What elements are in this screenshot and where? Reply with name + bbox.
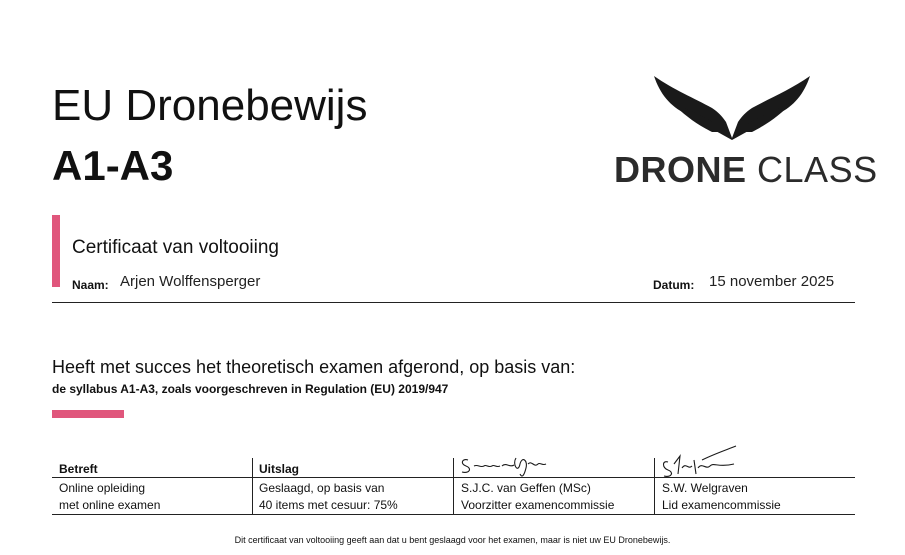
divider	[52, 302, 855, 303]
signature-van-geffen	[458, 450, 550, 480]
table-cell: S.J.C. van Geffen (MSc)	[461, 481, 591, 495]
table-cell: Geslaagd, op basis van	[259, 481, 385, 495]
drone-class-logo	[612, 72, 878, 192]
license-category: A1-A3	[52, 142, 174, 189]
syllabus-reference: de syllabus A1-A3, zoals voorgeschreven in Regulation (EU) 2019/947	[52, 382, 449, 396]
completion-statement: Heeft met succes het theoretisch examen afgerond, op basis van:	[52, 357, 576, 377]
date-value: 15 november 2025	[709, 273, 835, 290]
table-cell: met online examen	[59, 498, 161, 512]
name-label: Naam:	[72, 278, 109, 292]
date-label: Datum:	[653, 278, 695, 292]
name-value: Arjen Wolffensperger	[120, 273, 261, 290]
table-cell: Lid examencommissie	[662, 498, 781, 512]
table-bottom-rule	[52, 514, 855, 515]
accent-divider	[52, 410, 124, 418]
accent-bar	[52, 215, 60, 287]
column-divider	[453, 458, 454, 514]
table-cell: Voorzitter examencommissie	[461, 498, 615, 512]
column-divider	[654, 458, 655, 514]
table-cell: Online opleiding	[59, 481, 146, 495]
page-title: EU Dronebewijs	[52, 81, 368, 130]
signature-welgraven	[658, 440, 740, 480]
eagle-logo-icon	[654, 72, 810, 142]
certificate-label: Certificaat van voltooiing	[72, 237, 279, 258]
table-cell: S.W. Welgraven	[662, 481, 748, 495]
logo-wordmark: DRONE CLASS	[614, 149, 878, 190]
footer-disclaimer: Dit certificaat van voltooiing geeft aan dat u bent geslaagd voor het examen, maar is niet uw EU Dronebewijs.	[234, 535, 671, 545]
column-divider	[252, 458, 253, 514]
column-header-uitslag: Uitslag	[259, 462, 300, 476]
table-cell: 40 items met cesuur: 75%	[259, 498, 398, 512]
column-header-betreft: Betreft	[59, 462, 98, 476]
